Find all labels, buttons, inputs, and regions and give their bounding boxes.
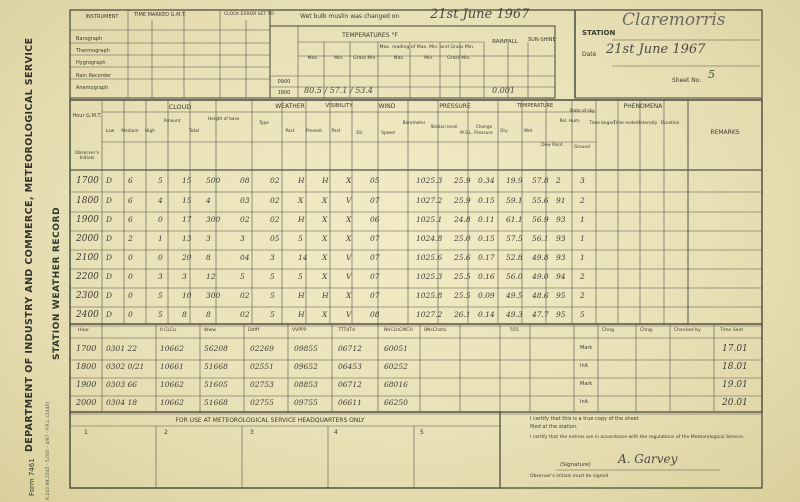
code-value: 10662 [160, 344, 184, 353]
observation-cell: 0.17 [478, 253, 495, 262]
code-column-header: Hour [78, 328, 90, 333]
observer-initials: D [106, 176, 113, 185]
column-subheader: Total [188, 129, 200, 134]
observation-cell: 56.0 [506, 272, 523, 281]
observation-cell: 08 [240, 176, 250, 185]
observation-cell: 03 [240, 196, 250, 205]
observation-cell: 25.5 [454, 291, 471, 300]
observation-cell: 12 [206, 272, 216, 281]
observation-cell: 26.1 [454, 310, 471, 319]
observation-cell: 5 [580, 310, 585, 319]
observation-cell: 56.1 [532, 234, 549, 243]
observation-cell: 07 [370, 291, 380, 300]
hq-box-number: 3 [250, 429, 254, 436]
instrument-row-label: Rain Recorder [76, 72, 111, 79]
observation-cell: 0 [128, 272, 133, 281]
observation-cell: 94 [556, 272, 566, 281]
column-subheader: Barometer [402, 121, 426, 126]
observation-hour: 1800 [76, 196, 99, 206]
observation-cell: 0 [158, 253, 163, 262]
instrument-row-label: Anemograph [76, 84, 109, 91]
observation-cell: 25.0 [454, 234, 471, 243]
code-row-sub-label: Mark [580, 345, 593, 351]
observation-cell: 02 [240, 291, 250, 300]
observation-cell: H [298, 176, 305, 185]
column-subheader: Duration [660, 121, 680, 126]
code-value: 0303 66 [106, 380, 138, 389]
phenomena-header: PHENOMENA [623, 103, 663, 110]
column-subheader: Type [259, 121, 269, 126]
observation-cell: 0.14 [478, 310, 495, 319]
code-value: 02269 [250, 344, 274, 353]
observation-cell: 1025.3 [416, 272, 443, 281]
code-value: 60051 [384, 344, 408, 353]
code-value: 08853 [294, 380, 318, 389]
observation-hour: 1700 [76, 176, 99, 186]
observation-cell: 8 [206, 253, 211, 262]
column-subheader: Medium [121, 129, 139, 134]
code-value: 09652 [294, 362, 318, 371]
observation-cell: 5 [298, 272, 303, 281]
temp-row-1800: 1800 [277, 90, 291, 96]
observation-cell: 1 [580, 234, 585, 243]
column-subheader: Wet [523, 129, 533, 134]
observation-cell: 91 [556, 196, 566, 205]
column-subheader: Low [105, 129, 115, 134]
code-value: 06712 [338, 380, 362, 389]
column-subheader: Height of base [208, 117, 240, 122]
column-subheader: Dir. [356, 131, 364, 136]
column-subheader: Present [305, 129, 323, 134]
code-column-header: Chng. [640, 328, 654, 333]
observation-cell: 07 [370, 234, 380, 243]
cloud-header: CLOUD [168, 103, 192, 111]
observation-hour: 1900 [76, 215, 99, 225]
observation-cell: 6 [128, 215, 133, 224]
observation-cell: 1024.8 [416, 234, 443, 243]
observation-cell: 02 [270, 176, 280, 185]
code-column-header: Chng. [602, 328, 616, 333]
temperature-readings: 80.5 / 57.1 / 53.4 [304, 86, 373, 95]
observation-cell: 02 [240, 310, 250, 319]
observation-cell: 3 [206, 234, 211, 243]
code-value: 09755 [294, 398, 318, 407]
date-label: Date [582, 51, 597, 58]
observation-cell: 1025.1 [416, 215, 443, 224]
code-value: 06712 [338, 344, 362, 353]
code-column-header: VVPPP [292, 328, 307, 333]
code-row-sub-label: Mark [580, 381, 593, 387]
observation-cell: 2 [580, 291, 585, 300]
observation-cell: 59.1 [506, 196, 523, 205]
observer-initials: D [106, 272, 113, 281]
observation-cell: 5 [270, 291, 275, 300]
observation-cell: 49.0 [532, 272, 549, 281]
temperature-header: TEMPERATURE [516, 103, 554, 109]
observer-initials: D [106, 310, 113, 319]
weather-header: WEATHER [275, 103, 305, 110]
hq-box-number: 2 [164, 429, 168, 436]
observation-cell: 93 [556, 234, 566, 243]
code-value: 02551 [250, 362, 274, 371]
observation-cell: H [298, 215, 305, 224]
printer-line: R.243 Wt.2545 - 5,000 - 4/67 - P.R.L. (1440) [46, 401, 51, 500]
observation-cell: 0.34 [478, 176, 495, 185]
code-value: 09855 [294, 344, 318, 353]
code-value: 10661 [160, 362, 184, 371]
code-value: 56208 [204, 344, 228, 353]
observation-cell: 57.5 [506, 234, 523, 243]
footnote: Observer's initials must be signed [530, 474, 609, 479]
code-value: 0302 0/21 [106, 362, 145, 371]
observation-cell: X [346, 291, 352, 300]
observation-cell: 5 [158, 176, 163, 185]
observation-cell: 02 [240, 215, 250, 224]
observation-cell: H [322, 291, 329, 300]
observation-hour: 2200 [76, 272, 99, 282]
observation-cell: 19.9 [506, 176, 523, 185]
department-heading: DEPARTMENT OF INDUSTRY AND COMMERCE, METEOROLOGICAL SERVICE [24, 37, 35, 452]
column-subheader: Dry [500, 129, 508, 134]
observer-initials: D [106, 253, 113, 262]
station-value: Claremorris [622, 10, 726, 30]
hq-box-number: 5 [420, 429, 424, 436]
code-time-sent: 19.01 [722, 380, 748, 390]
code-row-hour: 1700 [76, 344, 97, 353]
observation-cell: 2 [556, 176, 561, 185]
observation-cell: 3 [240, 234, 245, 243]
observation-cell: 0 [158, 215, 163, 224]
code-value: 68016 [384, 380, 408, 389]
observation-cell: 5 [240, 272, 245, 281]
observation-cell: 04 [240, 253, 250, 262]
observation-cell: X [322, 234, 328, 243]
observer-header: Observer's Initials [74, 151, 100, 161]
observation-cell: 24.8 [454, 215, 471, 224]
column-subheader: Rel. Hum. [559, 119, 581, 124]
observation-cell: 300 [206, 215, 221, 224]
column-subheader: Amount [163, 119, 181, 124]
sheet-value: 5 [708, 68, 715, 81]
temperature-column-header: Min. [424, 56, 434, 61]
observation-cell: 5 [270, 272, 275, 281]
column-subheader: State of sky [569, 109, 595, 114]
hq-box-number: 1 [84, 429, 88, 436]
observation-cell: 07 [370, 253, 380, 262]
observation-cell: 1025.3 [416, 176, 443, 185]
observation-cell: 6 [128, 196, 133, 205]
column-subheader: Speed [381, 131, 395, 136]
observation-cell: 300 [206, 291, 221, 300]
code-column-header: Checked by [674, 328, 701, 333]
temperature-column-header: Max. [307, 56, 319, 61]
observation-cell: 06 [370, 215, 380, 224]
column-subheader: Past [331, 129, 341, 134]
observation-cell: H [298, 291, 305, 300]
code-row-hour: 2000 [76, 398, 97, 407]
code-value: 51605 [204, 380, 228, 389]
code-column-header: NhCLhCMCH [384, 328, 413, 333]
instrument-row-label: Barograph [76, 36, 103, 42]
observer-signature: A. Garvey [618, 452, 678, 466]
observation-cell: 0 [128, 291, 133, 300]
charge-label: Wet bulb muslin was changed on [300, 13, 400, 20]
observation-cell: 1 [580, 215, 585, 224]
code-row-sub-label: Init. [580, 363, 590, 369]
observation-cell: 0.15 [478, 196, 495, 205]
instrument-row-label: Hygrograph [76, 60, 106, 67]
observation-cell: 25.6 [454, 253, 471, 262]
observation-cell: 0 [128, 310, 133, 319]
column-subheader: M.S.L. Pressure [460, 131, 493, 136]
column-subheader: Intensity [638, 121, 658, 126]
wind-header: WIND [378, 103, 396, 110]
instrument-header: INSTRUMENT [85, 14, 119, 20]
observation-cell: 08 [370, 310, 380, 319]
code-column-header: TTTdTd [338, 328, 355, 333]
visibility-header: VISIBILITY [325, 103, 353, 109]
observation-cell: 1 [158, 234, 163, 243]
observation-cell: 5 [270, 310, 275, 319]
temperature-column-header: Grass Min. [353, 56, 377, 61]
code-value: 0301 22 [106, 344, 138, 353]
certify-line-1: I certify that this is a true copy of the sheet [530, 416, 639, 422]
code-value: 10662 [160, 398, 184, 407]
remarks-header: REMARKS [710, 129, 740, 136]
observation-cell: 1027.2 [416, 196, 443, 205]
observation-cell: 02 [270, 196, 280, 205]
column-subheader: Time ended [613, 121, 639, 126]
observation-cell: X [346, 215, 352, 224]
observation-cell: 07 [370, 196, 380, 205]
observation-cell: 3 [182, 272, 187, 281]
observation-cell: 25.9 [454, 176, 471, 185]
observation-cell: 1 [580, 253, 585, 262]
observation-cell: 25.5 [454, 272, 471, 281]
observation-cell: 20 [182, 253, 192, 262]
instrument-row-label: Thermograph [76, 48, 110, 55]
grid-box [70, 10, 762, 488]
observation-cell: 15 [182, 176, 192, 185]
code-value: 06611 [338, 398, 362, 407]
observation-cell: X [322, 253, 328, 262]
date-value: 21st June 1967 [606, 42, 706, 57]
observer-initials: D [106, 196, 113, 205]
code-value: 66250 [384, 398, 408, 407]
observation-cell: V [346, 272, 352, 281]
observation-hour: 2400 [76, 310, 99, 320]
column-subheader: Dew Point [541, 143, 563, 148]
observation-cell: 25.9 [454, 196, 471, 205]
column-subheader: Time began [589, 121, 615, 126]
observation-cell: X [346, 234, 352, 243]
code-value: 51668 [204, 398, 228, 407]
observer-initials: D [106, 234, 113, 243]
observation-cell: 49.5 [506, 291, 523, 300]
observation-cell: 5 [158, 310, 163, 319]
observation-cell: 2 [580, 196, 585, 205]
observation-cell: V [346, 310, 352, 319]
temperatures-header: TEMPERATURES °F [342, 32, 398, 39]
certify-line-2: filed at the station. [530, 424, 578, 430]
observation-cell: 3 [158, 272, 163, 281]
sunshine-header: SUN-SHINE [528, 37, 556, 43]
code-column-header: Ddfff [248, 328, 260, 333]
code-time-sent: 18.01 [722, 362, 748, 372]
observation-cell: 0 [128, 253, 133, 262]
observation-cell: 0.16 [478, 272, 495, 281]
code-column-header: Www [204, 328, 217, 333]
column-subheader: Past [285, 129, 295, 134]
temp-row-0900: 0900 [277, 79, 291, 85]
observation-cell: 48.6 [532, 291, 549, 300]
observation-cell: 61.1 [506, 215, 523, 224]
observer-initials: D [106, 291, 113, 300]
observation-cell: 6 [128, 176, 133, 185]
code-value: 51668 [204, 362, 228, 371]
column-subheader: High [145, 129, 155, 134]
observation-cell: 49.3 [506, 310, 523, 319]
observation-cell: X [322, 196, 328, 205]
charge-date: 21st June 1967 [430, 7, 530, 22]
hour-gmt-header: Hour G.M.T. [72, 113, 102, 119]
pressure-header: PRESSURE [439, 103, 471, 110]
temperature-column-header: Min. [334, 56, 344, 61]
observation-cell: 15 [182, 196, 192, 205]
column-subheader: Change [475, 125, 493, 130]
signature-label: (Signature) [560, 462, 591, 468]
hq-only-line: FOR USE AT METEOROLOGICAL SERVICE HEADQUARTERS ONLY [175, 417, 365, 424]
observation-cell: 55.6 [532, 196, 549, 205]
observation-cell: 49.8 [532, 253, 549, 262]
column-subheader: Station level [430, 125, 458, 130]
observation-cell: 3 [270, 253, 275, 262]
code-row-hour: 1800 [76, 362, 97, 371]
observation-cell: 02 [270, 215, 280, 224]
code-value: 10662 [160, 380, 184, 389]
observation-cell: 4 [158, 196, 163, 205]
code-column-header: Time Sent [720, 328, 744, 333]
code-column-header: II CLCo [160, 328, 176, 333]
observation-cell: X [346, 176, 352, 185]
temperature-column-header: Max. [393, 56, 405, 61]
observation-hour: 2300 [76, 291, 99, 301]
observation-cell: 17 [182, 215, 192, 224]
code-column-header: 8NsChshs [424, 328, 447, 333]
sheet-label: Sheet No. [672, 77, 702, 84]
station-label: STATION [582, 29, 616, 37]
observation-cell: 8 [206, 310, 211, 319]
clock-error-header: CLOCK ERROR SET TO [224, 12, 274, 17]
hq-box-number: 4 [334, 429, 338, 436]
observation-cell: 3 [580, 176, 585, 185]
code-value: 02755 [250, 398, 274, 407]
observation-cell: 0.09 [478, 291, 495, 300]
rainfall-header: RAINFALL [492, 39, 518, 45]
observation-hour: 2000 [76, 234, 99, 244]
observation-cell: 4 [206, 196, 211, 205]
observation-cell: 52.8 [506, 253, 523, 262]
aux-header: Max. reading of Max. Min. and Grass Min. [379, 45, 475, 50]
form-title: STATION WEATHER RECORD [52, 206, 62, 360]
observation-cell: 500 [206, 176, 221, 185]
observation-cell: 93 [556, 215, 566, 224]
observation-cell: 2 [128, 234, 133, 243]
observation-cell: V [346, 253, 352, 262]
code-value: 02753 [250, 380, 274, 389]
observation-cell: 1025.6 [416, 253, 443, 262]
form-number: Form 7461 [28, 458, 36, 496]
observation-cell: 2 [580, 272, 585, 281]
observation-cell: 1027.2 [416, 310, 443, 319]
certify-line-3: I certify that the entries are in accordance with the regulations of the Meteorological Service. [530, 435, 745, 440]
observation-cell: V [346, 196, 352, 205]
observer-initials: D [106, 215, 113, 224]
observation-cell: 10 [182, 291, 192, 300]
observation-cell: 05 [370, 176, 380, 185]
observation-cell: 5 [158, 291, 163, 300]
observation-cell: 95 [556, 291, 566, 300]
temperature-column-header: Grass Min. [447, 56, 471, 61]
code-value: 06453 [338, 362, 362, 371]
observation-cell: 0.11 [478, 215, 495, 224]
code-time-sent: 17.01 [722, 344, 748, 354]
observation-cell: X [298, 196, 304, 205]
observation-cell: 1025.8 [416, 291, 443, 300]
column-subheader: Ground [574, 145, 590, 150]
rainfall-value: 0.001 [492, 86, 515, 95]
observation-cell: 05 [270, 234, 280, 243]
observation-cell: H [322, 176, 329, 185]
time-marked-header: TIME MARKED G.M.T. [134, 12, 187, 18]
observation-cell: 0.15 [478, 234, 495, 243]
observation-cell: 47.7 [532, 310, 549, 319]
observation-cell: 13 [182, 234, 192, 243]
code-value: 60252 [384, 362, 408, 371]
observation-cell: 8 [182, 310, 187, 319]
observation-cell: 57.8 [532, 176, 549, 185]
observation-cell: 14 [298, 253, 308, 262]
code-row-hour: 1900 [76, 380, 97, 389]
observation-cell: X [322, 310, 328, 319]
observation-cell: X [322, 215, 328, 224]
code-time-sent: 20.01 [722, 398, 748, 408]
observation-cell: 56.9 [532, 215, 549, 224]
observation-cell: 93 [556, 253, 566, 262]
observation-cell: 07 [370, 272, 380, 281]
observation-hour: 2100 [76, 253, 99, 263]
code-row-sub-label: Init. [580, 399, 590, 405]
observation-cell: 95 [556, 310, 566, 319]
code-column-header: 555 [510, 328, 519, 333]
observation-cell: H [298, 310, 305, 319]
code-value: 0304 18 [106, 398, 138, 407]
observation-cell: X [322, 272, 328, 281]
observation-cell: 5 [298, 234, 303, 243]
